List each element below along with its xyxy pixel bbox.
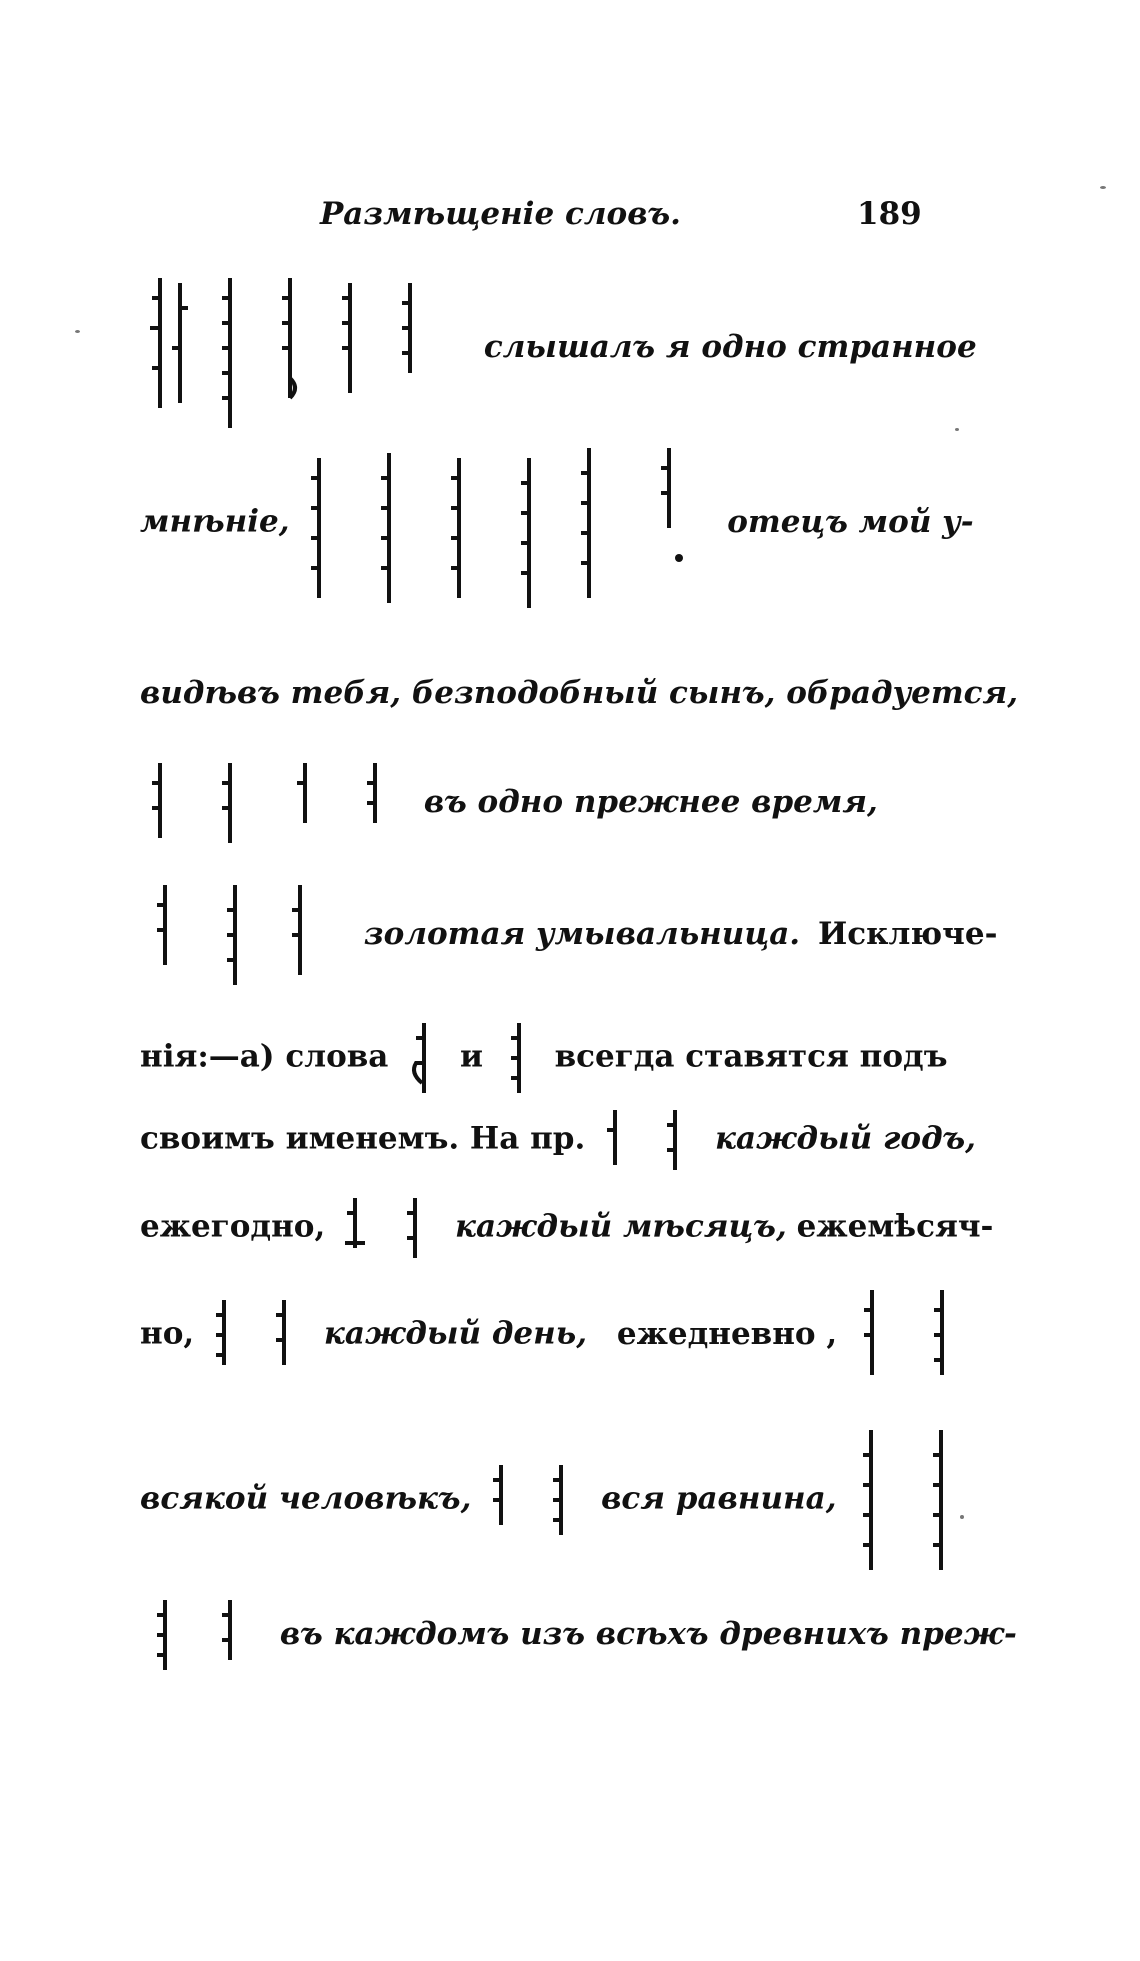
- page-number: 189: [857, 196, 922, 232]
- mongolian-script-group: [140, 1595, 260, 1675]
- line-text: ежемѣсяч-: [796, 1208, 994, 1245]
- text-line-3: видѣвъ тебя, безподобный сынъ, обрадуется,: [140, 675, 1018, 711]
- mongolian-script-group: [335, 1193, 445, 1263]
- line-text: слышалъ я одно странное: [483, 328, 977, 365]
- text-line-5: [140, 880, 997, 990]
- line-text: Исключе-: [817, 915, 998, 952]
- mongolian-script-group: [204, 1295, 314, 1375]
- line-text: въ каждомъ изъ всѣхъ древнихъ преж-: [279, 1615, 1017, 1652]
- line-text: въ одно прежнее время,: [423, 783, 878, 820]
- mongolian-script-group: [299, 438, 699, 608]
- mongolian-script-group: [846, 1425, 966, 1575]
- mongolian-script-group: [481, 1460, 591, 1540]
- line-text: каждый день,: [323, 1315, 587, 1352]
- line-text: своимъ именемъ. На пр.: [140, 1120, 586, 1157]
- mongolian-script-group: [140, 268, 460, 428]
- text-line-7: [140, 1105, 976, 1175]
- line-text: мнѣніе,: [140, 503, 290, 540]
- line-text: ежедневно ,: [616, 1315, 838, 1352]
- mongolian-script-group: [140, 880, 340, 990]
- line-text: всякой человѣкъ,: [140, 1480, 472, 1517]
- mongolian-word: [494, 1018, 544, 1098]
- line-text: ежегодно,: [140, 1208, 326, 1245]
- line-text: вся равнина,: [601, 1480, 837, 1517]
- line-text: отецъ мой у-: [727, 503, 974, 540]
- line-text: всегда ставятся подъ: [554, 1038, 948, 1075]
- line-text: и: [460, 1038, 483, 1075]
- text-line-8: [140, 1193, 993, 1263]
- mongolian-word: [399, 1018, 449, 1098]
- print-speck: [75, 330, 80, 333]
- mongolian-script-group: [140, 758, 400, 848]
- print-speck: [960, 1515, 964, 1519]
- line-text: но,: [140, 1315, 195, 1352]
- text-line-2: [140, 438, 974, 608]
- text-line-4: [140, 758, 878, 848]
- mongolian-script-group: [595, 1105, 705, 1175]
- line-text: золотая умывальница.: [363, 915, 801, 952]
- print-speck: [955, 428, 959, 431]
- text-line-11: [140, 1595, 1017, 1675]
- text-line-9: [140, 1285, 967, 1385]
- mongolian-script-group: [847, 1285, 967, 1385]
- text-line-10: [140, 1425, 966, 1575]
- running-title: Размѣщеніе словъ.: [320, 196, 681, 232]
- line-text: нія:—а) слова: [140, 1038, 389, 1075]
- line-text: каждый годъ,: [714, 1120, 976, 1157]
- text-line-6: [140, 1018, 947, 1098]
- line-text: каждый мѣсяцъ,: [454, 1208, 787, 1245]
- text-line-1: [140, 268, 977, 428]
- print-speck: [1100, 186, 1106, 189]
